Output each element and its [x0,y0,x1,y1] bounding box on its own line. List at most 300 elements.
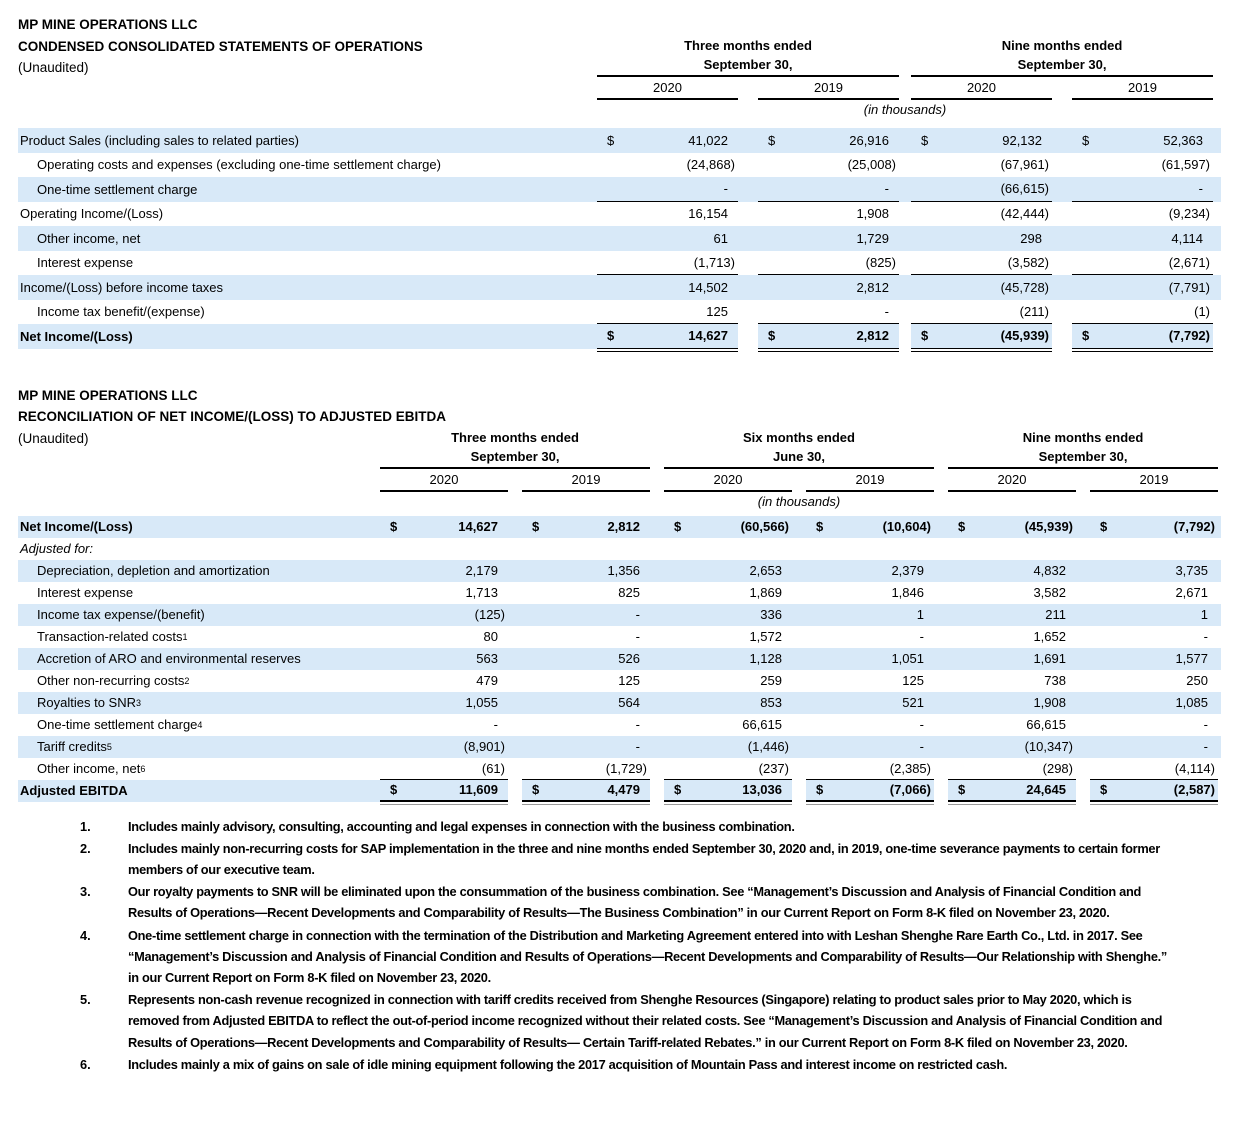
table-row [18,177,1221,202]
row-label: Operating costs and expenses (excluding one-time settlement charge) [37,157,441,173]
value-cell [380,714,508,736]
value-cell [948,604,1076,626]
value-cell [806,736,934,758]
column-spacer [792,560,806,582]
period-date-label: September 30, [597,55,899,77]
cell-value: 1 [1200,607,1208,622]
column-spacer [738,300,758,325]
column-spacer [1076,516,1090,538]
column-spacer [934,714,948,736]
column-spacer [899,324,911,349]
value-cell [664,560,792,582]
cell-value: 1,577 [1175,651,1208,666]
value-cell [664,604,792,626]
column-spacer [1052,300,1072,325]
cell-value: 298 [1020,230,1042,246]
value-cell [522,626,650,648]
column-spacer [934,736,948,758]
value-cell [597,128,738,153]
column-spacer [934,692,948,714]
dollar-sign: $ [390,519,398,534]
statements-of-operations-table [18,14,1221,349]
footnote-item [80,925,1221,989]
cell-value: 2,653 [749,563,782,578]
column-spacer [1076,560,1090,582]
period-date-label: June 30, [664,447,934,469]
cell-value: 41,022 [688,132,728,148]
table-row [18,300,1221,325]
cell-value: 1,356 [607,563,640,578]
value-cell [380,538,508,560]
column-spacer [508,758,522,780]
value-cell [806,780,934,802]
table-row [18,714,1221,736]
column-spacer [650,516,664,538]
value-cell [380,692,508,714]
statement-title: RECONCILIATION OF NET INCOME/(LOSS) TO ADJUSTED EBITDA [18,409,447,424]
footnote-number: 3. [80,884,91,900]
cell-value: - [919,629,924,644]
row-label: Product Sales (including sales to related parties) [20,132,299,148]
column-spacer [738,128,758,153]
cell-value: (24,868) [686,157,735,173]
value-cell [1090,538,1218,560]
cell-value: (8,901) [463,739,505,754]
footnote-item [80,816,1221,837]
cell-value: (1) [1194,303,1210,319]
value-cell [806,582,934,604]
cell-value: 2,812 [856,279,889,295]
year-headers [948,470,1218,492]
column-spacer [1076,736,1090,758]
cell-value: (1,446) [747,739,789,754]
row-label: One-time settlement charge [37,181,198,197]
value-cell [380,670,508,692]
cell-value: 1,652 [1033,629,1066,644]
column-spacer [508,780,522,802]
value-cell [1072,324,1213,349]
period-date-label: September 30, [380,447,650,469]
column-spacer [934,516,948,538]
value-cell [1090,780,1218,802]
cell-value: (60,566) [740,519,789,534]
cell-value: 66,615 [742,717,782,732]
column-spacer [650,582,664,604]
table-row [18,275,1221,300]
column-spacer [792,538,806,560]
column-spacer [508,516,522,538]
table-row [18,226,1221,251]
cell-value: 1,572 [749,629,782,644]
cell-value: (42,444) [1000,206,1049,222]
column-headers [380,428,1218,492]
value-cell [806,516,934,538]
footnote-item [80,1054,1221,1075]
value-cell [1072,251,1213,276]
cell-value: - [919,717,924,732]
value-cell [664,626,792,648]
cell-value: 1,691 [1033,651,1066,666]
value-cell [758,300,899,325]
column-spacer [899,300,911,325]
table-row [18,251,1221,276]
column-spacer [1076,626,1090,648]
column-spacer [650,560,664,582]
dollar-sign: $ [921,328,929,344]
row-label: Other income, net 6 [37,761,146,776]
period-label: Nine months ended [1022,429,1144,445]
value-cell [758,128,899,153]
value-cell [758,324,899,349]
year-header: 2019 [1090,470,1218,492]
value-cell [806,648,934,670]
period-column-group [380,428,650,492]
cell-value: (7,792) [1173,519,1215,534]
cell-value: 125 [902,673,924,688]
column-spacer [508,648,522,670]
dollar-sign: $ [816,519,824,534]
value-cell [806,692,934,714]
footnote-text: Includes mainly non-recurring costs for SAP implementation in the three and nine months ended September 30, 2020 and, in 2019, one-time severance payments to certain former members of our executive team. [128,840,1160,877]
value-cell [1072,128,1213,153]
footnote-item [80,989,1221,1053]
table-row [18,626,1221,648]
table-header [18,385,1221,492]
value-cell [911,251,1052,276]
cell-value: 1 [916,607,924,622]
value-cell [664,538,792,560]
year-headers [911,78,1213,100]
row-label: Income/(Loss) before income taxes [20,279,224,295]
year-headers [597,78,899,100]
column-spacer [934,670,948,692]
table-row [18,736,1221,758]
cell-value: - [1198,181,1203,197]
cell-value: 1,051 [891,651,924,666]
column-spacer [508,670,522,692]
column-spacer [899,251,911,276]
column-spacer [792,648,806,670]
dollar-sign: $ [532,519,540,534]
row-label: Transaction-related costs 1 [37,629,188,644]
column-spacer [899,177,911,202]
value-cell [380,516,508,538]
value-cell [522,560,650,582]
units-note: (in thousands) [863,102,947,117]
cell-value: - [723,181,728,197]
column-spacer [738,177,758,202]
cell-value: 336 [760,607,782,622]
cell-value: 2,671 [1175,585,1208,600]
year-header: 2020 [664,470,792,492]
row-label: Operating Income/(Loss) [20,206,164,222]
column-spacer [934,560,948,582]
row-label: Adjusted EBITDA [18,780,380,802]
column-spacer [899,226,911,251]
footnote-text: One-time settlement charge in connection with the termination of the Distribution and Marketing Agreement entered into with Leshan Shenghe Rare Earth Co., Ltd. in 2017. See “Management’s Discussion and Analysis of Financial Condition and Results of Operations—Recent Developments and Comparability of Results—Our Relationship with Shenghe.” in our Current Report on Form 8-K filed on November 23, 2020. [128,927,1167,985]
period-label: Nine months ended [1001,38,1123,53]
cell-value: 2,812 [856,328,889,344]
cell-value: 4,832 [1033,563,1066,578]
column-spacer [934,758,948,780]
column-spacer [1076,538,1090,560]
row-label: Net Income/(Loss) [20,519,133,534]
value-cell [380,604,508,626]
table-row [18,538,1221,560]
column-spacer [1076,692,1090,714]
value-cell [597,251,738,276]
period-column-group [911,36,1213,100]
row-label: Adjusted for: [20,541,93,556]
column-spacer [508,626,522,648]
column-spacer [934,626,948,648]
value-cell [948,670,1076,692]
value-cell [948,692,1076,714]
cell-value: - [635,629,640,644]
column-spacer [650,626,664,648]
cell-value: (45,728) [1000,279,1049,295]
table-row [18,692,1221,714]
value-cell [597,226,738,251]
value-cell [597,177,738,202]
cell-value: 250 [1186,673,1208,688]
column-spacer [934,538,948,560]
table-row [18,648,1221,670]
footnote-text: Includes mainly a mix of gains on sale of idle mining equipment following the 2017 acquisition of Mountain Pass and interest income on restricted cash. [128,1056,1008,1072]
table-row [18,324,1221,349]
value-cell [806,604,934,626]
column-spacer [1076,758,1090,780]
value-cell [380,626,508,648]
dollar-sign: $ [768,328,776,344]
row-label: Royalties to SNR 3 [37,695,141,710]
cell-value: (125) [474,607,505,622]
column-spacer [1076,780,1090,802]
footnote-text: Represents non-cash revenue recognized in connection with tariff credits received from Shenghe Resources (Singapore) relating to product sales prior to May 2020, which is removed from Adjusted EBITDA to reflect the out-of-period income recognized without their related costs. See “Management’s Discussion and Analysis of Financial Condition and Results of Operations—Recent Developments and Comparability of Results— Certain Tariff-related Rebates.” in our Current Report on Form 8-K filed on November 23, 2020. [128,992,1163,1050]
footnote-text: Includes mainly advisory, consulting, accounting and legal expenses in connection with the business combination. [128,818,795,834]
row-label: Tariff credits 5 [37,739,112,754]
value-cell [758,251,899,276]
footnote-text: Our royalty payments to SNR will be eliminated upon the consummation of the business combination. See “Management’s Discussion and Analysis of Financial Condition and Results of Operations—Recent Developments and Comparability of Results—The Business Combination” in our Current Report on Form 8-K filed on November 23, 2020. [128,884,1141,921]
column-spacer [792,780,806,802]
cell-value: (237) [758,760,789,776]
column-spacer [1076,604,1090,626]
cell-value: (61,597) [1161,157,1210,173]
company-name: MP MINE OPERATIONS LLC [18,387,198,403]
column-spacer [792,670,806,692]
table-body [18,516,1221,802]
value-cell [664,582,792,604]
value-cell [664,516,792,538]
year-headers [664,470,934,492]
cell-value: 1,908 [1033,695,1066,710]
row-label: Net Income/(Loss) [18,324,597,349]
cell-value: (2,587) [1173,782,1215,797]
period-date-label: September 30, [948,447,1218,469]
cell-value: - [493,717,498,732]
column-spacer [792,582,806,604]
cell-value: (298) [1042,760,1073,776]
value-cell [1090,560,1218,582]
table-row [18,780,1221,802]
year-header: 2019 [806,470,934,492]
table-row [18,202,1221,227]
year-header: 2020 [948,470,1076,492]
cell-value: (1,729) [605,760,647,776]
value-cell [1090,736,1218,758]
cell-value: - [635,607,640,622]
year-header: 2020 [911,78,1052,100]
column-spacer [934,582,948,604]
table-row [18,670,1221,692]
value-cell [1090,670,1218,692]
value-cell [948,714,1076,736]
value-cell [664,648,792,670]
value-cell [1072,275,1213,300]
value-cell [911,177,1052,202]
table-body [18,128,1221,349]
footnote-number: 2. [80,840,91,856]
cell-value: 1,869 [749,585,782,600]
value-cell [806,560,934,582]
cell-value: - [635,739,640,754]
value-cell [522,582,650,604]
column-spacer [1052,153,1072,178]
value-cell [948,736,1076,758]
column-spacer [508,692,522,714]
cell-value: 564 [618,695,640,710]
cell-value: 3,735 [1175,563,1208,578]
column-spacer [650,670,664,692]
column-spacer [899,153,911,178]
company-name: MP MINE OPERATIONS LLC [18,17,198,32]
column-spacer [1052,251,1072,276]
cell-value: - [635,717,640,732]
cell-value: (25,008) [847,157,896,173]
value-cell [1090,648,1218,670]
period-date-label: September 30, [911,55,1213,77]
footnote-number: 6. [80,1056,91,1072]
cell-value: 479 [476,673,498,688]
column-spacer [738,275,758,300]
column-spacer [738,153,758,178]
cell-value: (9,234) [1168,206,1210,222]
value-cell [380,560,508,582]
value-cell [1072,226,1213,251]
value-cell [1090,582,1218,604]
column-spacer [650,648,664,670]
value-cell [1090,714,1218,736]
cell-value: - [1203,717,1208,732]
value-cell [1090,692,1218,714]
column-spacer [934,604,948,626]
period-column-group [664,428,934,492]
cell-value: 14,627 [458,519,498,534]
column-spacer [792,758,806,780]
column-spacer [738,324,758,349]
cell-value: - [919,739,924,754]
footnote-item [80,881,1221,923]
row-label: Income tax benefit/(expense) [37,304,205,320]
cell-value: - [1203,629,1208,644]
year-header: 2019 [1072,78,1213,100]
value-cell [806,714,934,736]
value-cell [806,538,934,560]
value-cell [664,692,792,714]
dollar-sign: $ [768,132,776,148]
column-spacer [899,202,911,227]
value-cell [758,275,899,300]
table-header [18,14,1221,100]
footnotes-list [80,816,1221,1075]
year-headers [380,470,650,492]
cell-value: 1,085 [1175,695,1208,710]
value-cell [806,626,934,648]
value-cell [522,714,650,736]
value-cell [380,780,508,802]
dollar-sign: $ [607,328,615,344]
dollar-sign: $ [674,519,682,534]
cell-value: (61) [481,760,505,776]
row-label: Accretion of ARO and environmental reserves [37,651,301,666]
column-spacer [1076,582,1090,604]
column-spacer [738,251,758,276]
cell-value: 14,627 [688,328,728,344]
table-row [18,560,1221,582]
column-spacer [1052,202,1072,227]
cell-value: 4,479 [607,782,640,797]
dollar-sign: $ [1100,782,1108,797]
dollar-sign: $ [958,782,966,797]
value-cell [1090,516,1218,538]
cell-value: 1,055 [465,695,498,710]
table-title-block [18,14,597,79]
value-cell [948,626,1076,648]
table-row [18,128,1221,153]
row-label: Other non-recurring costs 2 [37,673,190,688]
cell-value: (45,939) [1000,328,1049,344]
cell-value: 563 [476,651,498,666]
column-spacer [792,692,806,714]
value-cell [911,300,1052,325]
cell-value: 211 [1045,607,1066,622]
value-cell [380,736,508,758]
statement-title: CONDENSED CONSOLIDATED STATEMENTS OF OPERATIONS [18,38,423,54]
cell-value: 80 [483,629,498,644]
value-cell [522,538,650,560]
cell-value: (2,385) [889,760,931,776]
year-header: 2019 [522,470,650,492]
value-cell [948,582,1076,604]
value-cell [948,648,1076,670]
cell-value: (211) [1019,303,1049,319]
dollar-sign: $ [1100,519,1108,534]
table-row [18,758,1221,780]
period-label: Six months ended [743,429,855,445]
value-cell [758,202,899,227]
period-label: Three months ended [684,38,812,53]
dollar-sign: $ [1082,328,1090,344]
column-spacer [508,736,522,758]
cell-value: 3,582 [1033,585,1066,600]
column-spacer [1052,128,1072,153]
value-cell [522,670,650,692]
cell-value: 738 [1044,673,1066,688]
value-cell [597,153,738,178]
value-cell [664,758,792,780]
cell-value: (45,939) [1024,519,1073,534]
value-cell [380,648,508,670]
